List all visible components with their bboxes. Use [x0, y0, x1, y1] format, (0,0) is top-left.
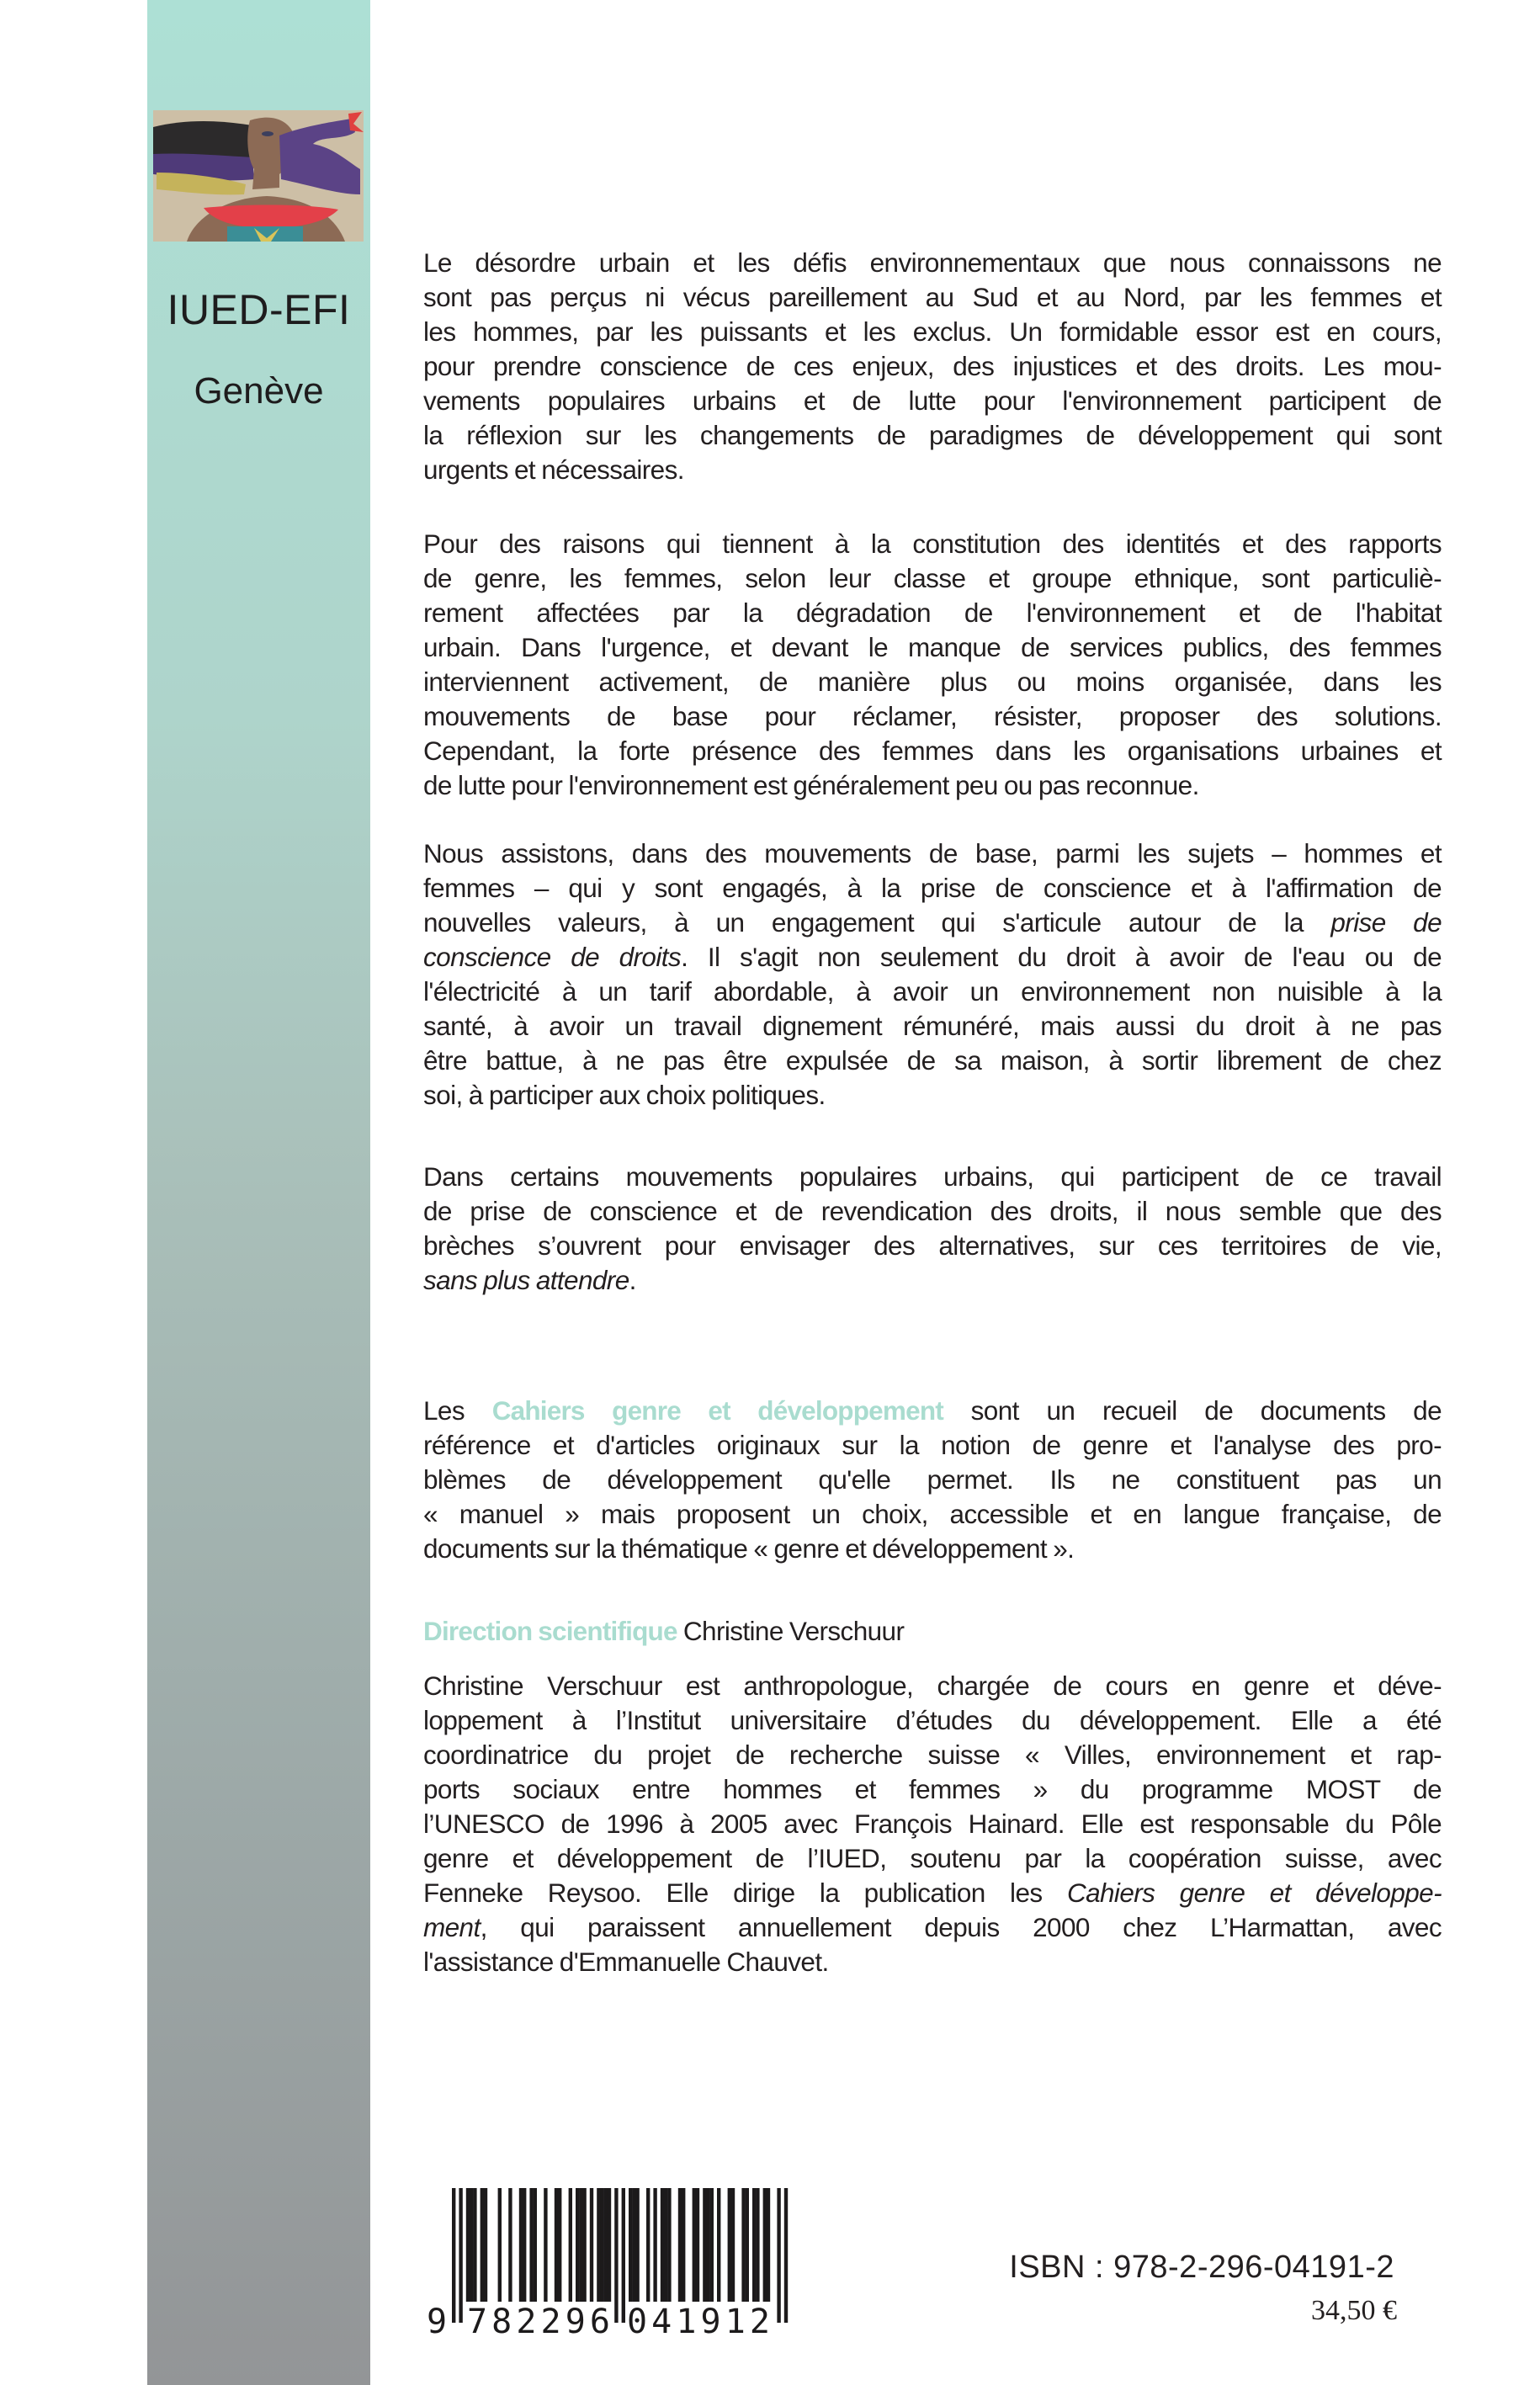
isbn-barcode [418, 2171, 805, 2340]
body-text: vements populaires urbains et de lutte pour l'environnement participent de [423, 385, 1442, 416]
barcode-icon [418, 2171, 805, 2340]
body-text: Cependant, la forte présence des femmes dans les organisations urbaines et [423, 736, 1442, 766]
body-text: Nous assistons, dans des mouvements de base, parmi les sujets – hommes et [423, 838, 1442, 868]
text-line [423, 837, 1442, 871]
isbn-number: ISBN : 978-2-296-04191-2 [1009, 2250, 1394, 2285]
italic-text: prise de [1330, 907, 1442, 938]
body-text: Le désordre urbain et les défis environnementaux que nous connaissons ne [423, 247, 1442, 278]
body-text: être battue, à ne pas être expulsée de sa maison, à sortir librement de chez [423, 1045, 1442, 1076]
body-text: coordinatrice du projet de recherche suisse « Villes, environnement et rap- [423, 1740, 1442, 1770]
body-text: Christine Verschuur [677, 1616, 905, 1646]
barcode-digits-left: 782296 [467, 2303, 610, 2340]
text-line [423, 1463, 1442, 1497]
paragraph-gender [423, 527, 1442, 803]
cover-artwork-image [153, 110, 364, 242]
text-line [423, 1669, 1442, 1703]
text-line [423, 527, 1442, 561]
text-line [423, 1394, 1442, 1428]
text-line [423, 1428, 1442, 1463]
body-text: de prise de conscience et de revendication des droits, il nous semble que des [423, 1196, 1442, 1226]
text-line [423, 699, 1442, 734]
barcode-digit-first: 9 [427, 2303, 448, 2340]
text-line [423, 1738, 1442, 1772]
text-line [423, 1772, 1442, 1807]
text-line [423, 1229, 1442, 1263]
paragraph-bio [423, 1669, 1442, 1979]
body-text: . Il s'agit non seulement du droit à avoir de l'eau ou de [681, 942, 1442, 972]
italic-text: conscience de droits [423, 942, 682, 972]
institution-city: Genève [194, 370, 324, 412]
text-line [423, 1841, 1442, 1876]
paragraph-direction [423, 1614, 1442, 1649]
paragraph-rights [423, 837, 1442, 1113]
body-text: Christine Verschuur est anthropologue, chargée de cours en genre et déve- [423, 1671, 1442, 1701]
text-line [423, 665, 1442, 699]
body-text: femmes – qui y sont engagés, à la prise de conscience et à l'affirmation de [423, 873, 1442, 903]
text-line [423, 906, 1442, 940]
text-line [423, 1497, 1442, 1532]
body-text: genre et développement de l’IUED, soutenu par la coopération suisse, avec [423, 1843, 1442, 1873]
text-line [423, 940, 1442, 975]
text-line [423, 280, 1442, 315]
text-line [423, 1703, 1442, 1738]
body-text: rement affectées par la dégradation de l'environnement et de l'habitat [423, 598, 1442, 628]
text-line [423, 453, 1442, 487]
body-text: . [629, 1265, 636, 1295]
body-text: Pour des raisons qui tiennent à la constitution des identités et des rapports [423, 529, 1442, 559]
body-text: « manuel » mais proposent un choix, accessible et en langue française, de [423, 1499, 1442, 1529]
paragraph-intro [423, 246, 1442, 487]
body-text: loppement à l’Institut universitaire d’études du développement. Elle a été [423, 1705, 1442, 1735]
body-text: l’UNESCO de 1996 à 2005 avec François Hainard. Elle est responsable du Pôle [423, 1809, 1442, 1839]
text-line [423, 349, 1442, 384]
side-column [147, 0, 370, 2385]
body-text: sont pas perçus ni vécus pareillement au Sud et au Nord, par les femmes et [423, 282, 1442, 312]
italic-text: ment [423, 1912, 481, 1942]
text-line [423, 734, 1442, 768]
body-text: brèches s’ouvrent pour envisager des alternatives, sur ces territoires de vie, [423, 1230, 1442, 1261]
paragraph-series [423, 1394, 1442, 1566]
price-label: 34,50 € [1311, 2295, 1397, 2326]
text-line [423, 1044, 1442, 1078]
text-line [423, 1614, 1442, 1649]
body-text: Fenneke Reysoo. Elle dirige la publication les [423, 1878, 1067, 1908]
text-line [423, 1532, 1442, 1566]
body-text: interviennent activement, de manière plus ou moins organisée, dans les [423, 667, 1442, 697]
text-line [423, 1194, 1442, 1229]
body-text: blèmes de développement qu'elle permet. Ils ne constituent pas un [423, 1464, 1442, 1495]
text-line [423, 630, 1442, 665]
italic-text: sans plus attendre [423, 1265, 629, 1295]
highlight-text: Cahiers genre et développement [491, 1395, 943, 1426]
text-line [423, 1876, 1442, 1910]
body-text: urbain. Dans l'urgence, et devant le manque de services publics, des femmes [423, 632, 1442, 662]
body-text: documents sur la thématique « genre et développement ». [423, 1533, 1075, 1564]
text-line [423, 1945, 1442, 1979]
text-line [423, 384, 1442, 418]
body-text: l'électricité à un tarif abordable, à avoir un environnement non nuisible à la [423, 976, 1442, 1007]
body-text: les hommes, par les puissants et les exclus. Un formidable essor est en cours, [423, 316, 1442, 347]
body-text: mouvements de base pour réclamer, résister, proposer des solutions. [423, 701, 1442, 731]
body-text: santé, à avoir un travail dignement rémunéré, mais aussi du droit à ne pas [423, 1011, 1442, 1041]
body-text: Les [423, 1395, 492, 1426]
body-text: la réflexion sur les changements de paradigmes de développement qui sont [423, 420, 1442, 450]
embroidered-woman-icon [153, 110, 364, 242]
text-line [423, 596, 1442, 630]
body-text: référence et d'articles originaux sur la notion de genre et l'analyse des pro- [423, 1430, 1442, 1460]
body-text: nouvelles valeurs, à un engagement qui s'articule autour de la [423, 907, 1331, 938]
body-text: ports sociaux entre hommes et femmes » du programme MOST de [423, 1774, 1442, 1804]
text-line [423, 1807, 1442, 1841]
text-line [423, 768, 1442, 803]
institution-title: IUED-EFI [167, 286, 351, 333]
text-line [423, 1160, 1442, 1194]
text-line [423, 975, 1442, 1009]
paragraph-alternatives [423, 1160, 1442, 1298]
text-line [423, 1078, 1442, 1113]
text-line [423, 1263, 1442, 1298]
text-line [423, 561, 1442, 596]
body-text: urgents et nécessaires. [423, 454, 684, 485]
highlight-text: Direction scientifique [423, 1616, 677, 1646]
text-line [423, 871, 1442, 906]
text-line [423, 246, 1442, 280]
text-line [423, 1910, 1442, 1945]
body-text: de genre, les femmes, selon leur classe et groupe ethnique, sont particuliè- [423, 563, 1442, 593]
text-line [423, 1009, 1442, 1044]
text-line [423, 315, 1442, 349]
body-text: de lutte pour l'environnement est généralement peu ou pas reconnue. [423, 770, 1199, 800]
body-text: , qui paraissent annuellement depuis 2000 chez L’Harmattan, avec [480, 1912, 1442, 1942]
body-text: sont un recueil de documents de [943, 1395, 1442, 1426]
body-text: Dans certains mouvements populaires urbains, qui participent de ce travail [423, 1161, 1442, 1192]
body-text: pour prendre conscience de ces enjeux, des injustices et des droits. Les mou- [423, 351, 1442, 381]
barcode-digits-right: 041912 [627, 2303, 770, 2340]
italic-text: Cahiers genre et développe- [1066, 1878, 1442, 1908]
text-line [423, 418, 1442, 453]
body-text: soi, à participer aux choix politiques. [423, 1080, 826, 1110]
body-text: l'assistance d'Emmanuelle Chauvet. [423, 1947, 829, 1977]
